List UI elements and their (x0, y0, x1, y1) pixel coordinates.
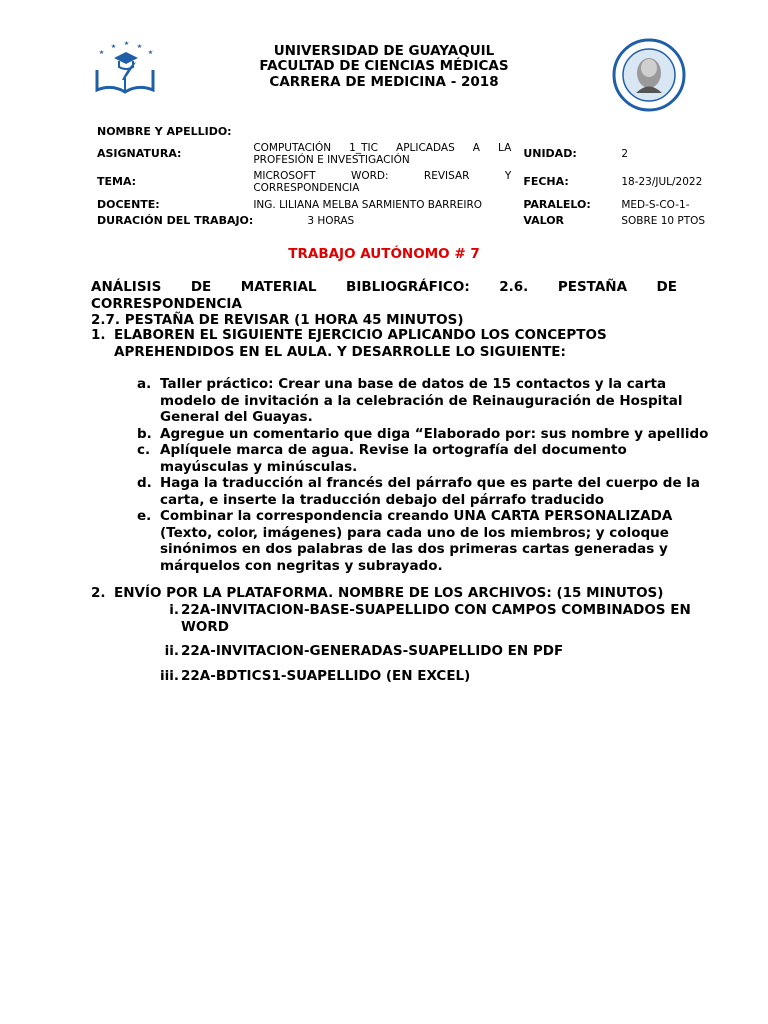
valor-label: VALOR (523, 214, 565, 227)
paralelo-label: PARALELO: (523, 198, 591, 211)
asignatura-label: ASIGNATURA: (97, 147, 182, 160)
item-1-text: ELABOREN EL SIGUIENTE EJERCICIO APLICANDO LOS CONCEPTOS APREHENDIDOS EN EL AULA. Y DESARROLLE LO SIGUIENTE: (114, 327, 607, 360)
list-item: e. Combinar la correspondencia creando UNA CARTA PERSONALIZADA (Texto, color, imágenes) para cada uno de los miembros; y coloque sinónimos en dos palabras de las dos primeras cartas generadas y márquelos con negritas y subrayado. (137, 508, 673, 574)
university-name: UNIVERSIDAD DE GUAYAQUIL (273, 43, 495, 59)
assignment-title: TRABAJO AUTÓNOMO # 7 (288, 246, 480, 262)
list-item: ii. 22A-INVITACION-GENERADAS-SUAPELLIDO EN PDF (164, 643, 564, 659)
docente-value: ING. LILIANA MELBA SARMIENTO BARREIRO (253, 199, 483, 211)
fecha-label: FECHA: (523, 175, 569, 188)
nombre-label: NOMBRE Y APELLIDO: (97, 125, 232, 138)
list-item: b. Agregue un comentario que diga “Elaborado por: sus nombre y apellido (137, 425, 709, 442)
info-table (97, 123, 721, 229)
list-item: iii. 22A-BDTICS1-SUAPELLIDO (EN EXCEL) (159, 667, 471, 684)
list-item: i. 22A-INVITACION-BASE-SUAPELLIDO CON CAMPOS COMBINADOS EN WORD (169, 602, 691, 635)
unidad-label: UNIDAD: (523, 147, 577, 160)
paralelo-value: MED-S-CO-1- (621, 199, 690, 211)
valor-value: SOBRE 10 PTOS (621, 215, 706, 227)
file-list (150, 602, 691, 684)
duracion-label: DURACIÓN DEL TRABAJO: (97, 214, 254, 227)
list-item: a. Taller práctico: Crear una base de datos de 15 contactos y la carta modelo de invitación a la celebración de Reinauguración de Hospital General del Guayas. (137, 376, 683, 425)
analysis-heading: ANÁLISIS DE MATERIAL BIBLIOGRÁFICO: 2.6. PESTAÑA DE CORRESPONDENCIA 2.7. PESTAÑA DE REVISAR (1 HORA 45 MINUTOS) (91, 279, 677, 328)
duracion-value: 3 HORAS (307, 215, 355, 227)
docente-label: DOCENTE: (97, 198, 160, 211)
unidad-value: 2 (621, 148, 628, 160)
fecha-value: 18-23/JUL/2022 (621, 176, 703, 188)
tema-value: MICROSOFT WORD: REVISAR Y CORRESPONDENCIA (253, 170, 512, 194)
list-item: d. Haga la traducción al francés del párrafo que es parte del cuerpo de la carta, e inserte la traducción debajo del párrafo traducido (137, 475, 701, 508)
item-1-number: 1. (91, 327, 106, 343)
item-2-text: ENVÍO POR LA PLATAFORMA. NOMBRE DE LOS ARCHIVOS: (15 MINUTOS) (114, 585, 664, 601)
career-name: CARRERA DE MEDICINA - 2018 (269, 74, 499, 90)
asignatura-value: COMPUTACIÓN 1_TIC APLICADAS A LA PROFESIÓN E INVESTIGACIÓN (253, 142, 512, 166)
tema-label: TEMA: (97, 175, 137, 188)
faculty-name: FACULTAD DE CIENCIAS MÉDICAS (259, 58, 509, 74)
item-2-number: 2. (91, 585, 106, 601)
subitem-list (137, 376, 708, 574)
list-item: c. Aplíquele marca de agua. Revise la ortografía del documento mayúsculas y minúsculas. (137, 442, 627, 475)
